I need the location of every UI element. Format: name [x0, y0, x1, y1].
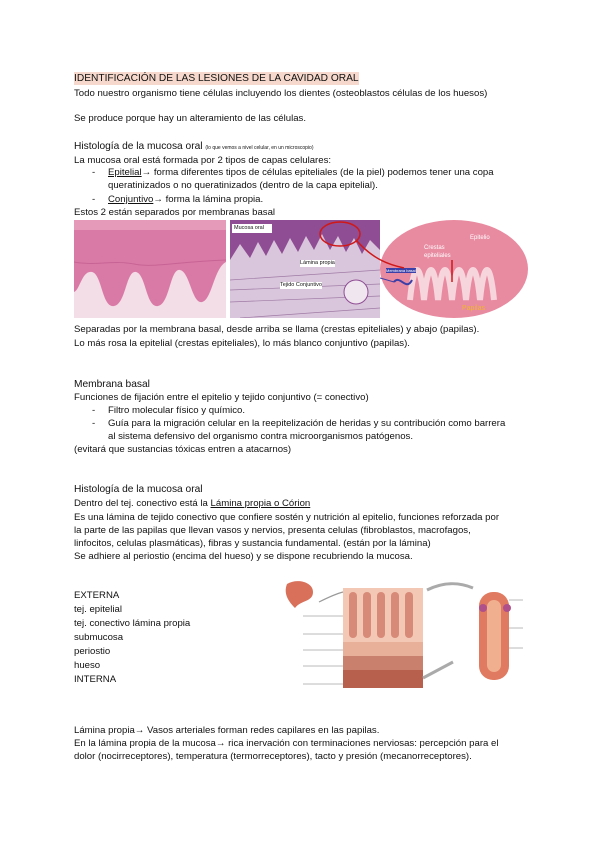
lamina-propia-link: Lámina propia o Córion — [210, 498, 311, 509]
term-conjuntivo: Conjuntivo — [108, 194, 154, 205]
closing-line-3: dolor (nocirreceptores), temperatura (termorreceptores), tacto y presión (mecanorreceptores). — [74, 751, 472, 762]
line1-text: Dentro del tej. conectivo está la — [74, 498, 211, 509]
section2-item-1: Filtro molecular físico y químico. — [108, 405, 246, 416]
section1-heading-note: (lo que vemos a nivel celular, en un microscopio) — [205, 145, 314, 151]
section1-item-1 — [108, 166, 494, 179]
bullet-dash: - — [92, 405, 96, 416]
layer-interna: INTERNA — [74, 674, 117, 685]
label-membrana-basal: Membrana basal — [386, 268, 416, 273]
label-mucosa-oral: Mucosa oral — [234, 225, 264, 231]
label-lamina-propia: Lámina propia — [300, 260, 335, 266]
mucosa-layers-illustration — [283, 578, 531, 690]
histology-image-1 — [74, 220, 226, 318]
label-papilas: Papilas — [462, 305, 485, 312]
section1-lead: La mucosa oral está formada por 2 tipos de capas celulares: — [74, 155, 332, 166]
intro-line-2: Se produce porque hay un alteramiento de las células. — [74, 113, 306, 124]
item-text: → forma la lámina propia. — [153, 194, 264, 205]
term-epitelial: Epitelial — [108, 167, 142, 178]
layer-periostio: periostio — [74, 646, 111, 657]
item-text: → forma diferentes tipos de células epiteliales (de la piel) podemos tener una copa — [141, 167, 494, 178]
section1-item-1-cont: queratinizados o no queratinizados (dentro de la capa epitelial). — [108, 180, 378, 191]
label-epitelio: Epitelio — [470, 235, 490, 241]
layer-externa: EXTERNA — [74, 590, 120, 601]
closing-line-2: En la lámina propia de la mucosa→ rica inervación con terminaciones nerviosas: percepción para el — [74, 738, 499, 749]
label-tejido-conjuntivo: Tejido Conjuntivo — [280, 282, 322, 288]
section1-after-2: Lo más rosa la epitelial (crestas epiteliales), lo más blanco conjuntivo (papilas). — [74, 338, 410, 349]
page-title: IDENTIFICACIÓN DE LAS LESIONES DE LA CAVIDAD ORAL — [74, 73, 359, 84]
closing-line-1: Lámina propia→ Vasos arteriales forman redes capilares en las papilas. — [74, 725, 380, 736]
section3-heading: Histología de la mucosa oral — [74, 484, 203, 495]
section2-item-2-cont: al sistema defensivo del organismo contra microorganismos patógenos. — [108, 431, 414, 442]
section3-line1 — [74, 497, 310, 510]
section2-heading: Membrana basal — [74, 379, 150, 390]
bullet-dash: - — [92, 194, 96, 205]
label-crestas: Crestas epiteliales — [424, 245, 451, 259]
section2-note: (evitará que sustancias tóxicas entren a atacarnos) — [74, 444, 292, 455]
bullet-dash: - — [92, 418, 96, 429]
section3-para-3: linfocitos, celulas plasmáticas), fibras y sustancia fundamental. (están por la lámina) — [74, 538, 431, 549]
section2-lead: Funciones de fijación entre el epitelio y tejido conjuntivo (= conectivo) — [74, 392, 369, 403]
layer-hueso: hueso — [74, 660, 101, 671]
section3-para-2: la parte de las papilas que llevan vasos y nervios, presenta celulas (fibroblastos, macrofagos, — [74, 525, 471, 536]
bullet-dash: - — [92, 167, 96, 178]
section1-heading-text: Histología de la mucosa oral — [74, 141, 203, 152]
section1-item-2 — [108, 193, 263, 206]
annotation-arrow — [316, 218, 408, 274]
layer-epitelial: tej. epitelial — [74, 604, 122, 615]
layer-submucosa: submucosa — [74, 632, 124, 643]
intro-line-1: Todo nuestro organismo tiene células incluyendo los dientes (osteoblastos células de los huesos) — [74, 88, 488, 99]
section1-separated: Estos 2 están separados por membranas basal — [74, 207, 276, 218]
section3-para-4: Se adhiere al periostio (encima del hueso) y se dispone recubriendo la mucosa. — [74, 551, 413, 562]
layer-lamina-propia: tej. conectivo lámina propia — [74, 618, 191, 629]
section1-heading — [74, 140, 314, 155]
section3-para-1: Es una lámina de tejido conectivo que confiere sostén y nutrición al epitelio, funciones reforzada por — [74, 512, 500, 523]
section2-item-2: Guía para la migración celular en la reepitelización de heridas y su contribución como barrera — [108, 418, 506, 429]
section1-after-1: Separadas por la membrana basal, desde arriba se llama (crestas epiteliales) y abajo (papilas). — [74, 324, 480, 335]
